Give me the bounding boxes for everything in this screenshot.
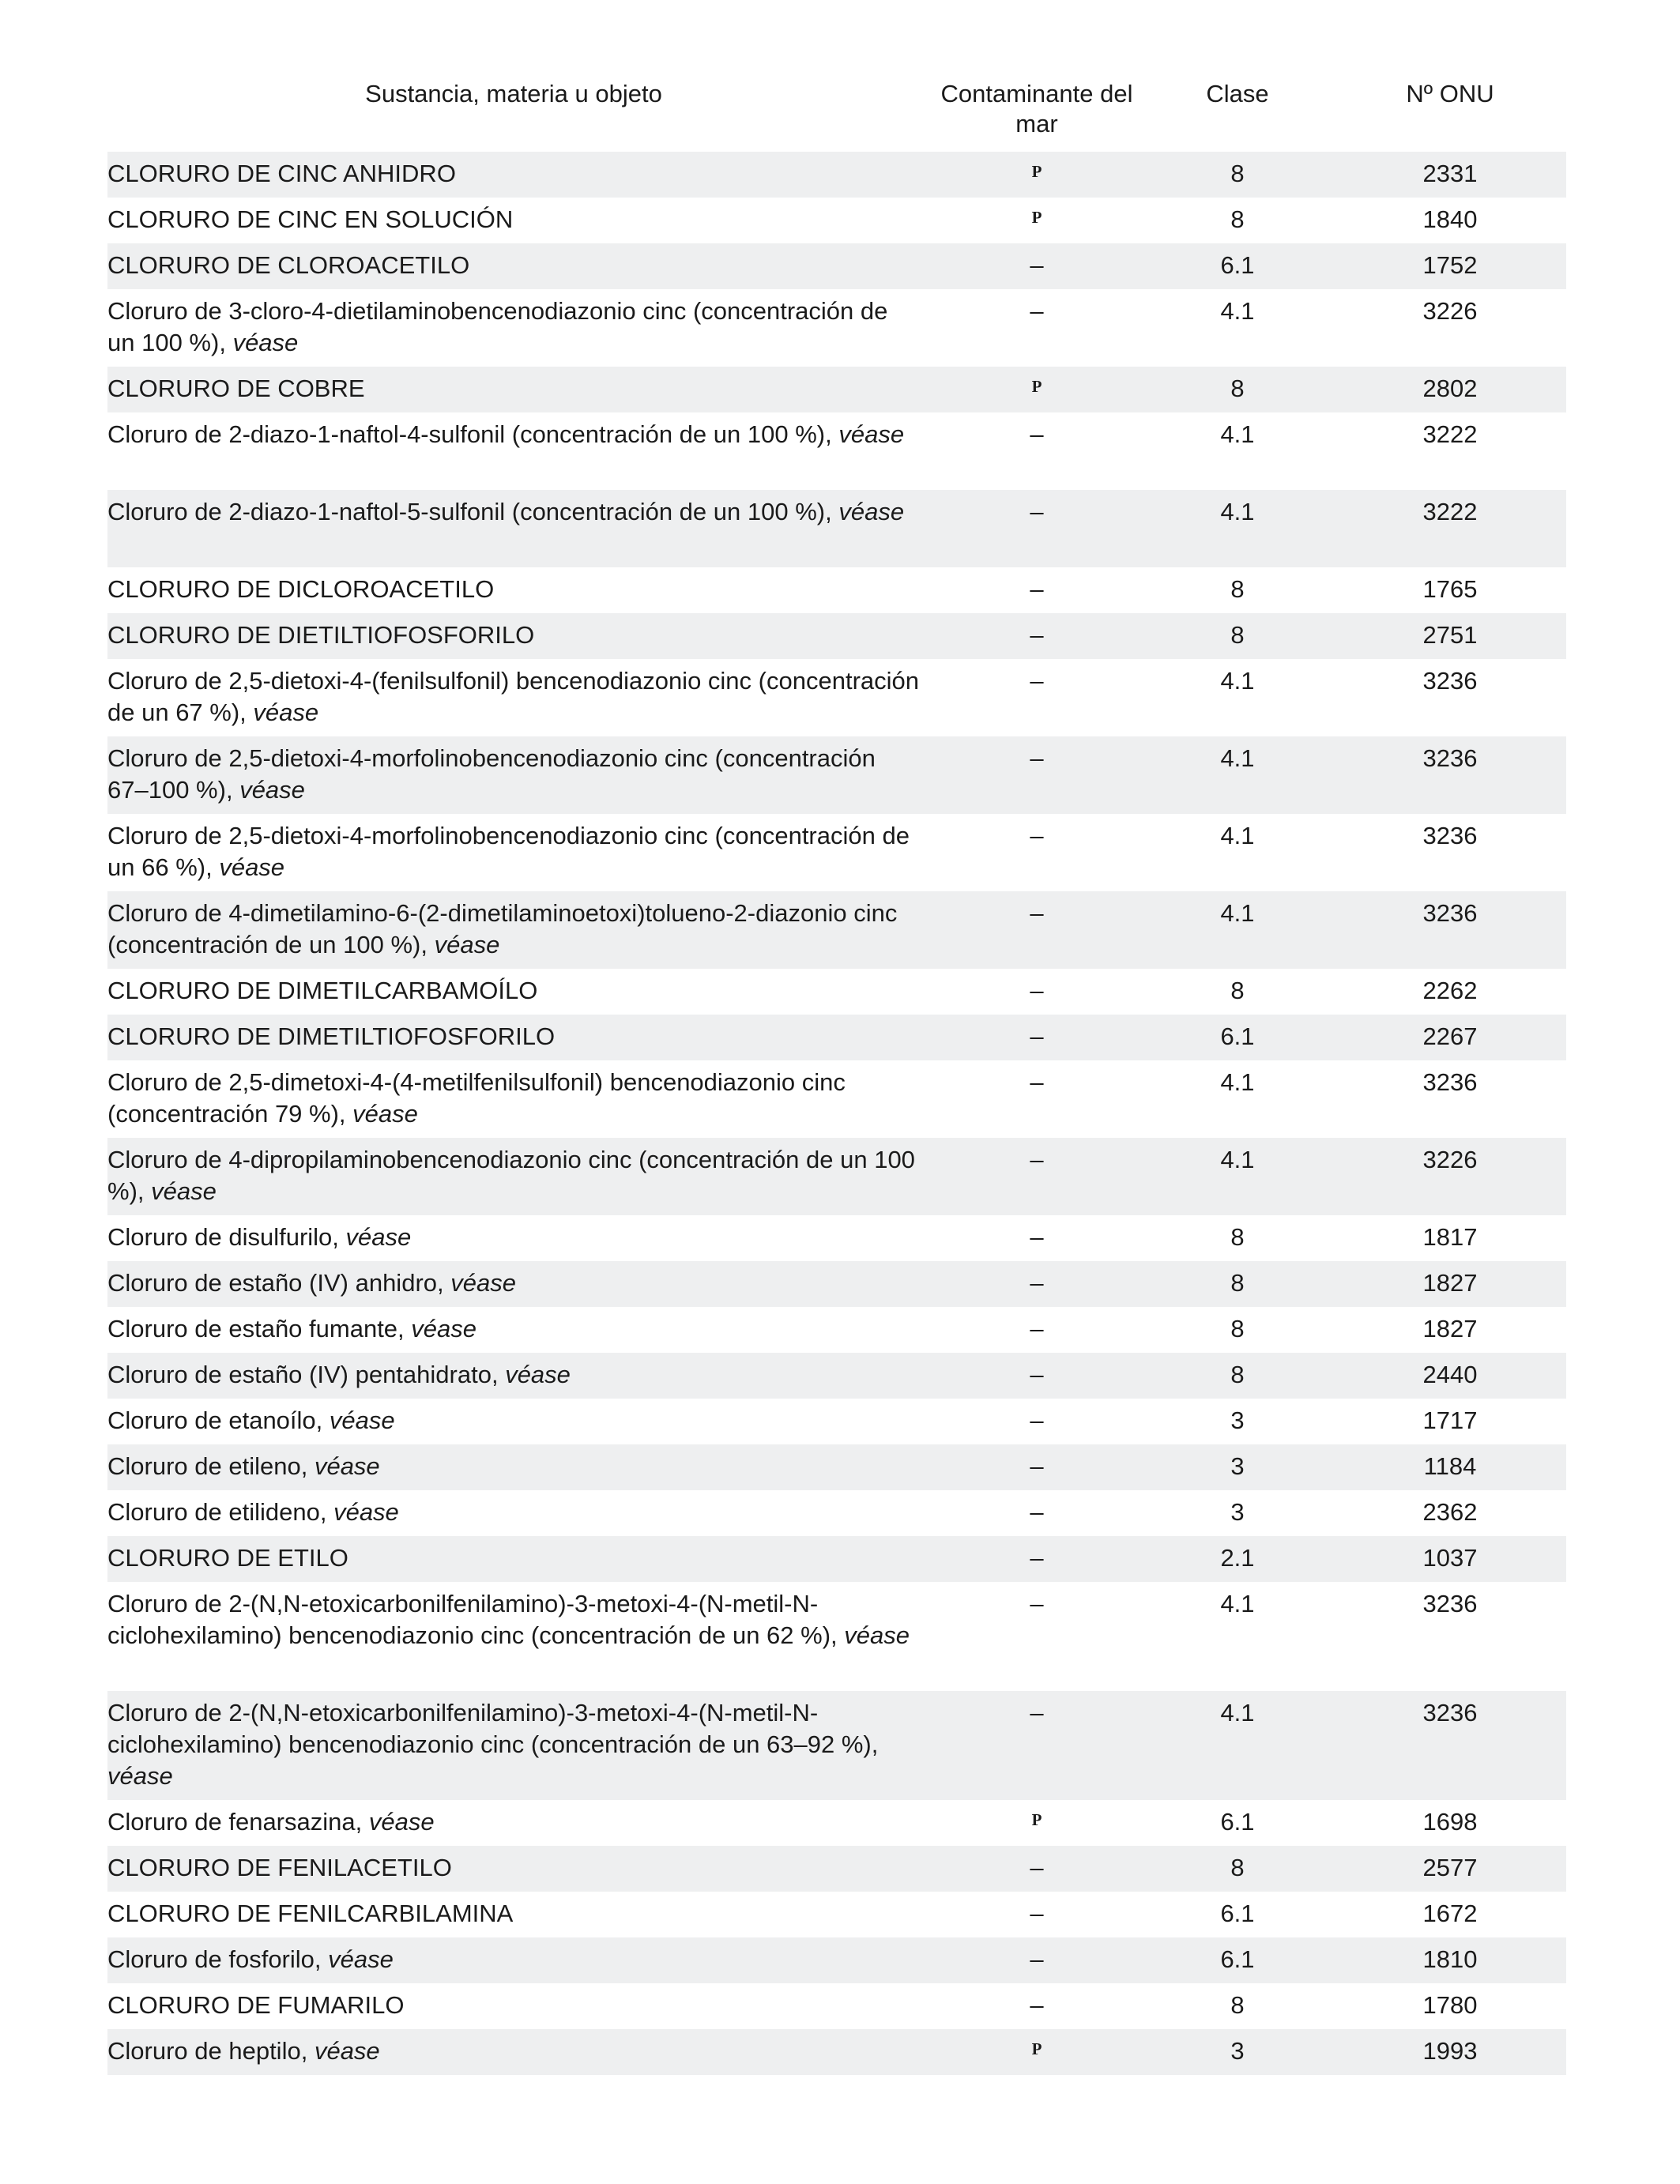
see-reference: véase <box>253 699 319 726</box>
see-reference: véase <box>328 1945 394 1973</box>
substance-name: CLORURO DE FUMARILO <box>107 1991 405 2019</box>
un-number-cell: 2577 <box>1422 1854 1478 1881</box>
table-row <box>107 289 1566 367</box>
substance-cell <box>107 373 932 412</box>
see-reference: véase <box>505 1361 571 1388</box>
substance-name: CLORURO DE CLOROACETILO <box>107 251 470 279</box>
table-row <box>107 1800 1566 1846</box>
substance-cell <box>107 1267 932 1307</box>
class-cell: 6.1 <box>1220 1808 1255 1836</box>
un-number-cell: 1037 <box>1422 1544 1478 1572</box>
substance-name: CLORURO DE COBRE <box>107 375 365 402</box>
see-reference: véase <box>219 853 285 881</box>
table-row <box>107 1307 1566 1353</box>
un-number-cell: 3236 <box>1422 667 1478 695</box>
class-cell: 4.1 <box>1220 420 1255 448</box>
class-cell: 8 <box>1230 1223 1245 1251</box>
un-number-cell: 1752 <box>1422 251 1478 279</box>
marine-pollutant-cell: – <box>1030 1022 1044 1050</box>
header-marine-pollutant: Contaminante del mar <box>940 80 1133 137</box>
table-row <box>107 1015 1566 1060</box>
marine-pollutant-cell: – <box>1030 251 1044 279</box>
un-number-cell: 3236 <box>1422 1699 1478 1726</box>
class-cell: 8 <box>1230 375 1245 402</box>
substance-name: Cloruro de 2,5-dimetoxi-4-(4-metilfenilsulfonil) bencenodiazonio cinc (concentración 79 %), <box>107 1068 846 1128</box>
see-reference: véase <box>314 2037 380 2065</box>
un-number-cell: 3222 <box>1422 498 1478 525</box>
marine-pollutant-cell: – <box>1030 1991 1044 2019</box>
substance-name: Cloruro de 2,5-dietoxi-4-morfolinobencenodiazonio cinc (concentración de un 66 %), <box>107 822 910 881</box>
marine-pollutant-mark: P <box>1031 162 1042 181</box>
substance-cell <box>107 496 932 567</box>
table-row <box>107 891 1566 969</box>
see-reference: véase <box>107 1762 173 1790</box>
class-cell: 8 <box>1230 205 1245 233</box>
substance-name: CLORURO DE FENILCARBILAMINA <box>107 1900 514 1927</box>
marine-pollutant-cell <box>932 2035 1141 2075</box>
see-reference: véase <box>838 498 905 525</box>
table-row <box>107 152 1566 198</box>
substance-name: Cloruro de estaño fumante, <box>107 1315 405 1342</box>
class-cell: 4.1 <box>1220 744 1255 772</box>
substance-table <box>107 79 1566 2075</box>
substance-cell <box>107 820 932 891</box>
header-substance: Sustancia, materia u objeto <box>365 80 662 107</box>
substance-cell <box>107 1451 932 1490</box>
substance-cell <box>107 1313 932 1353</box>
table-row <box>107 1846 1566 1892</box>
un-number-cell: 3236 <box>1422 1068 1478 1096</box>
class-cell: 4.1 <box>1220 1699 1255 1726</box>
substance-cell <box>107 1021 932 1060</box>
class-cell: 4.1 <box>1220 297 1255 325</box>
un-number-cell: 2362 <box>1422 1498 1478 1526</box>
table-row <box>107 1215 1566 1261</box>
class-cell: 4.1 <box>1220 899 1255 927</box>
substance-name: CLORURO DE DIETILTIOFOSFORILO <box>107 621 535 649</box>
substance-name: CLORURO DE CINC EN SOLUCIÓN <box>107 205 514 233</box>
class-cell: 8 <box>1230 1269 1245 1297</box>
substance-cell <box>107 296 932 367</box>
substance-cell <box>107 1588 932 1691</box>
see-reference: véase <box>333 1498 399 1526</box>
marine-pollutant-cell: – <box>1030 621 1044 649</box>
marine-pollutant-cell: – <box>1030 1406 1044 1434</box>
class-cell: 6.1 <box>1220 251 1255 279</box>
un-number-cell: 1810 <box>1422 1945 1478 1973</box>
un-number-cell: 2802 <box>1422 375 1478 402</box>
marine-pollutant-cell: – <box>1030 1315 1044 1342</box>
un-number-cell: 3236 <box>1422 744 1478 772</box>
table-row <box>107 367 1566 412</box>
un-number-cell: 1184 <box>1423 1452 1477 1480</box>
table-row <box>107 969 1566 1015</box>
substance-name: Cloruro de etanoílo, <box>107 1406 323 1434</box>
table-row <box>107 736 1566 814</box>
class-cell: 4.1 <box>1220 1068 1255 1096</box>
class-cell: 3 <box>1230 1452 1245 1480</box>
class-cell: 4.1 <box>1220 498 1255 525</box>
table-body <box>107 152 1566 2075</box>
substance-cell <box>107 1542 932 1582</box>
substance-name: CLORURO DE ETILO <box>107 1544 348 1572</box>
see-reference: véase <box>352 1100 418 1128</box>
substance-name: Cloruro de etilideno, <box>107 1498 327 1526</box>
class-cell: 6.1 <box>1220 1900 1255 1927</box>
un-number-cell: 3222 <box>1422 420 1478 448</box>
table-row <box>107 659 1566 736</box>
table-row <box>107 814 1566 891</box>
see-reference: véase <box>368 1808 435 1836</box>
substance-name: CLORURO DE DICLOROACETILO <box>107 575 495 603</box>
see-reference: véase <box>450 1269 516 1297</box>
substance-name: Cloruro de 2,5-dietoxi-4-morfolinobencenodiazonio cinc (concentración 67–100 %), <box>107 744 876 804</box>
substance-name: Cloruro de fenarsazina, <box>107 1808 363 1836</box>
substance-cell <box>107 1497 932 1536</box>
class-cell: 3 <box>1230 1498 1245 1526</box>
table-row <box>107 2029 1566 2075</box>
marine-pollutant-cell: – <box>1030 1699 1044 1726</box>
substance-name: Cloruro de 2-diazo-1-naftol-4-sulfonil (concentración de un 100 %), <box>107 420 832 448</box>
marine-pollutant-cell: – <box>1030 1854 1044 1881</box>
substance-name: Cloruro de 2-(N,N-etoxicarbonilfenilamino)-3-metoxi-4-(N-metil-N-ciclohexilamino) bencenodiazonio cinc (concentración de un 63–92 %), <box>107 1699 879 1758</box>
see-reference: véase <box>844 1621 910 1649</box>
substance-cell <box>107 2035 932 2075</box>
table-row <box>107 1536 1566 1582</box>
substance-cell <box>107 204 932 243</box>
substance-cell <box>107 665 932 736</box>
table-row <box>107 412 1566 490</box>
class-cell: 4.1 <box>1220 1590 1255 1617</box>
see-reference: véase <box>345 1223 412 1251</box>
marine-pollutant-cell: – <box>1030 1223 1044 1251</box>
substance-cell <box>107 419 932 490</box>
substance-cell <box>107 158 932 198</box>
substance-name: Cloruro de 4-dipropilaminobencenodiazonio cinc (concentración de un 100 %), <box>107 1146 915 1205</box>
substance-cell <box>107 1405 932 1444</box>
marine-pollutant-cell: – <box>1030 899 1044 927</box>
marine-pollutant-mark: P <box>1031 2039 1042 2058</box>
marine-pollutant-mark: P <box>1031 377 1042 396</box>
un-number-cell: 2331 <box>1422 160 1478 187</box>
substance-cell <box>107 619 932 659</box>
substance-cell <box>107 574 932 613</box>
marine-pollutant-cell: – <box>1030 1544 1044 1572</box>
marine-pollutant-cell: – <box>1030 822 1044 849</box>
marine-pollutant-cell: – <box>1030 1146 1044 1173</box>
substance-cell <box>107 250 932 289</box>
see-reference: véase <box>151 1177 217 1205</box>
table-row <box>107 1399 1566 1444</box>
substance-cell <box>107 1898 932 1937</box>
class-cell: 4.1 <box>1220 667 1255 695</box>
substance-name: Cloruro de 2-diazo-1-naftol-5-sulfonil (concentración de un 100 %), <box>107 498 832 525</box>
substance-name: Cloruro de fosforilo, <box>107 1945 322 1973</box>
marine-pollutant-cell: – <box>1030 575 1044 603</box>
see-reference: véase <box>434 931 500 958</box>
un-number-cell: 3226 <box>1422 1146 1478 1173</box>
substance-name: CLORURO DE DIMETILCARBAMOÍLO <box>107 977 538 1004</box>
table-row <box>107 1261 1566 1307</box>
table-row <box>107 613 1566 659</box>
marine-pollutant-cell <box>932 158 1141 198</box>
marine-pollutant-cell: – <box>1030 498 1044 525</box>
substance-name: Cloruro de 2,5-dietoxi-4-(fenilsulfonil) bencenodiazonio cinc (concentración de un 67 %), <box>107 667 919 726</box>
substance-name: Cloruro de etileno, <box>107 1452 308 1480</box>
table-row <box>107 1138 1566 1215</box>
table-row <box>107 1353 1566 1399</box>
table-row <box>107 1444 1566 1490</box>
substance-cell <box>107 1990 932 2029</box>
marine-pollutant-cell: – <box>1030 1068 1044 1096</box>
substance-name: Cloruro de estaño (IV) pentahidrato, <box>107 1361 499 1388</box>
marine-pollutant-cell: – <box>1030 297 1044 325</box>
see-reference: véase <box>239 776 305 804</box>
header-class: Clase <box>1206 80 1269 107</box>
class-cell: 6.1 <box>1220 1022 1255 1050</box>
un-number-cell: 1717 <box>1422 1406 1478 1434</box>
table-row <box>107 198 1566 243</box>
marine-pollutant-cell: – <box>1030 744 1044 772</box>
see-reference: véase <box>329 1406 395 1434</box>
substance-cell <box>107 975 932 1015</box>
see-reference: véase <box>411 1315 477 1342</box>
un-number-cell: 3226 <box>1422 297 1478 325</box>
un-number-cell: 3236 <box>1422 899 1478 927</box>
table-row <box>107 490 1566 567</box>
marine-pollutant-mark: P <box>1031 1810 1042 1829</box>
substance-name: Cloruro de 3-cloro-4-dietilaminobencenodiazonio cinc (concentración de un 100 %), <box>107 297 888 356</box>
table-row <box>107 243 1566 289</box>
un-number-cell: 1672 <box>1422 1900 1478 1927</box>
class-cell: 8 <box>1230 575 1245 603</box>
marine-pollutant-cell: – <box>1030 1361 1044 1388</box>
marine-pollutant-cell: – <box>1030 1498 1044 1526</box>
un-number-cell: 1698 <box>1422 1808 1478 1836</box>
un-number-cell: 1827 <box>1422 1315 1478 1342</box>
substance-cell <box>107 898 932 969</box>
substance-name: Cloruro de 2-(N,N-etoxicarbonilfenilamino)-3-metoxi-4-(N-metil-N-ciclohexilamino) bencenodiazonio cinc (concentración de un 62 %), <box>107 1590 838 1649</box>
substance-name: Cloruro de 4-dimetilamino-6-(2-dimetilaminoetoxi)tolueno-2-diazonio cinc (concentración de un 100 %), <box>107 899 898 958</box>
class-cell: 4.1 <box>1220 1146 1255 1173</box>
marine-pollutant-cell: – <box>1030 1590 1044 1617</box>
un-number-cell: 1827 <box>1422 1269 1478 1297</box>
un-number-cell: 1765 <box>1422 575 1478 603</box>
table-header <box>107 79 1566 152</box>
un-number-cell: 1780 <box>1422 1991 1478 2019</box>
substance-name: Cloruro de estaño (IV) anhidro, <box>107 1269 444 1297</box>
marine-pollutant-cell: – <box>1030 977 1044 1004</box>
see-reference: véase <box>838 420 905 448</box>
class-cell: 8 <box>1230 977 1245 1004</box>
class-cell: 3 <box>1230 1406 1245 1434</box>
table-row <box>107 1582 1566 1691</box>
table-row <box>107 567 1566 613</box>
marine-pollutant-cell: – <box>1030 420 1044 448</box>
substance-cell <box>107 1944 932 1983</box>
un-number-cell: 2440 <box>1422 1361 1478 1388</box>
marine-pollutant-mark: P <box>1031 208 1042 227</box>
table-row <box>107 1060 1566 1138</box>
substance-name: CLORURO DE CINC ANHIDRO <box>107 160 456 187</box>
substance-cell <box>107 1222 932 1261</box>
class-cell: 8 <box>1230 1315 1245 1342</box>
marine-pollutant-cell: – <box>1030 1452 1044 1480</box>
table-row <box>107 1691 1566 1800</box>
substance-cell <box>107 1359 932 1399</box>
un-number-cell: 1993 <box>1422 2037 1478 2065</box>
class-cell: 8 <box>1230 1361 1245 1388</box>
class-cell: 8 <box>1230 160 1245 187</box>
substance-cell <box>107 1067 932 1138</box>
table-row <box>107 1937 1566 1983</box>
table-row <box>107 1983 1566 2029</box>
un-number-cell: 3236 <box>1422 822 1478 849</box>
substance-name: CLORURO DE FENILACETILO <box>107 1854 452 1881</box>
class-cell: 4.1 <box>1220 822 1255 849</box>
substance-cell <box>107 1697 932 1800</box>
table-row <box>107 1892 1566 1937</box>
un-number-cell: 1817 <box>1422 1223 1478 1251</box>
class-cell: 2.1 <box>1220 1544 1255 1572</box>
marine-pollutant-cell: – <box>1030 1900 1044 1927</box>
marine-pollutant-cell <box>932 373 1141 412</box>
see-reference: véase <box>314 1452 380 1480</box>
substance-cell <box>107 1852 932 1892</box>
class-cell: 8 <box>1230 621 1245 649</box>
substance-cell <box>107 1144 932 1215</box>
un-number-cell: 1840 <box>1422 205 1478 233</box>
class-cell: 8 <box>1230 1991 1245 2019</box>
see-reference: véase <box>232 329 299 356</box>
substance-cell <box>107 1806 932 1846</box>
un-number-cell: 2267 <box>1422 1022 1478 1050</box>
substance-name: Cloruro de disulfurilo, <box>107 1223 339 1251</box>
table-row <box>107 1490 1566 1536</box>
un-number-cell: 2751 <box>1422 621 1478 649</box>
class-cell: 3 <box>1230 2037 1245 2065</box>
marine-pollutant-cell: – <box>1030 1945 1044 1973</box>
marine-pollutant-cell: – <box>1030 1269 1044 1297</box>
marine-pollutant-cell <box>932 1806 1141 1846</box>
substance-cell <box>107 743 932 814</box>
header-un-number: Nº ONU <box>1406 80 1494 107</box>
un-number-cell: 2262 <box>1422 977 1478 1004</box>
marine-pollutant-cell: – <box>1030 667 1044 695</box>
class-cell: 6.1 <box>1220 1945 1255 1973</box>
un-number-cell: 3236 <box>1422 1590 1478 1617</box>
class-cell: 8 <box>1230 1854 1245 1881</box>
substance-name: CLORURO DE DIMETILTIOFOSFORILO <box>107 1022 556 1050</box>
substance-name: Cloruro de heptilo, <box>107 2037 308 2065</box>
marine-pollutant-cell <box>932 204 1141 243</box>
